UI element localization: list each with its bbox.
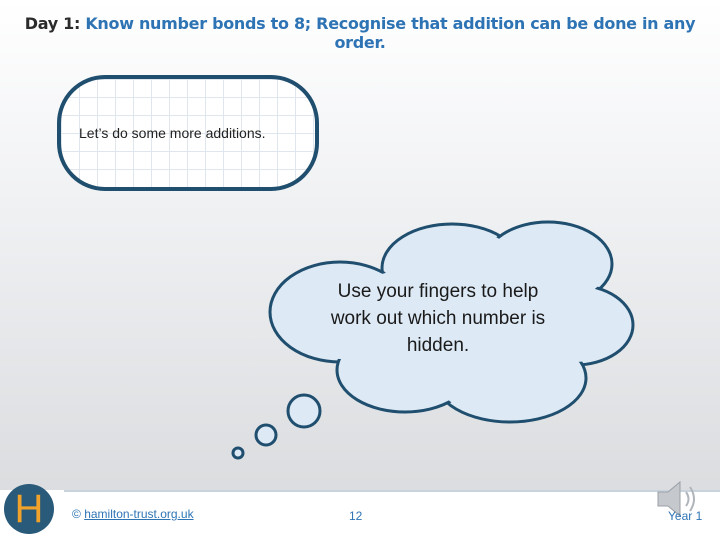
title-text: Know number bonds to 8; Recognise that addition can be done in any order. — [85, 14, 696, 52]
page-number: 12 — [349, 509, 363, 523]
title-prefix: Day 1: — [24, 14, 86, 33]
thought-dot-large — [288, 395, 320, 427]
year-label: Year 1 — [668, 509, 703, 523]
footer-divider — [64, 490, 720, 492]
hamilton-logo — [4, 484, 54, 534]
copyright — [72, 507, 194, 521]
copyright-link[interactable]: hamilton-trust.org.uk — [84, 507, 194, 521]
logo-letter: H — [14, 487, 44, 531]
thought-dot-small — [233, 448, 243, 458]
speech-bubble-text: Let’s do some more additions. — [79, 125, 266, 141]
copyright-symbol: © — [72, 507, 81, 521]
thought-cloud-text: Use your fingers to help work out which number is hidden. — [330, 281, 546, 356]
thought-dot-medium — [256, 425, 276, 445]
